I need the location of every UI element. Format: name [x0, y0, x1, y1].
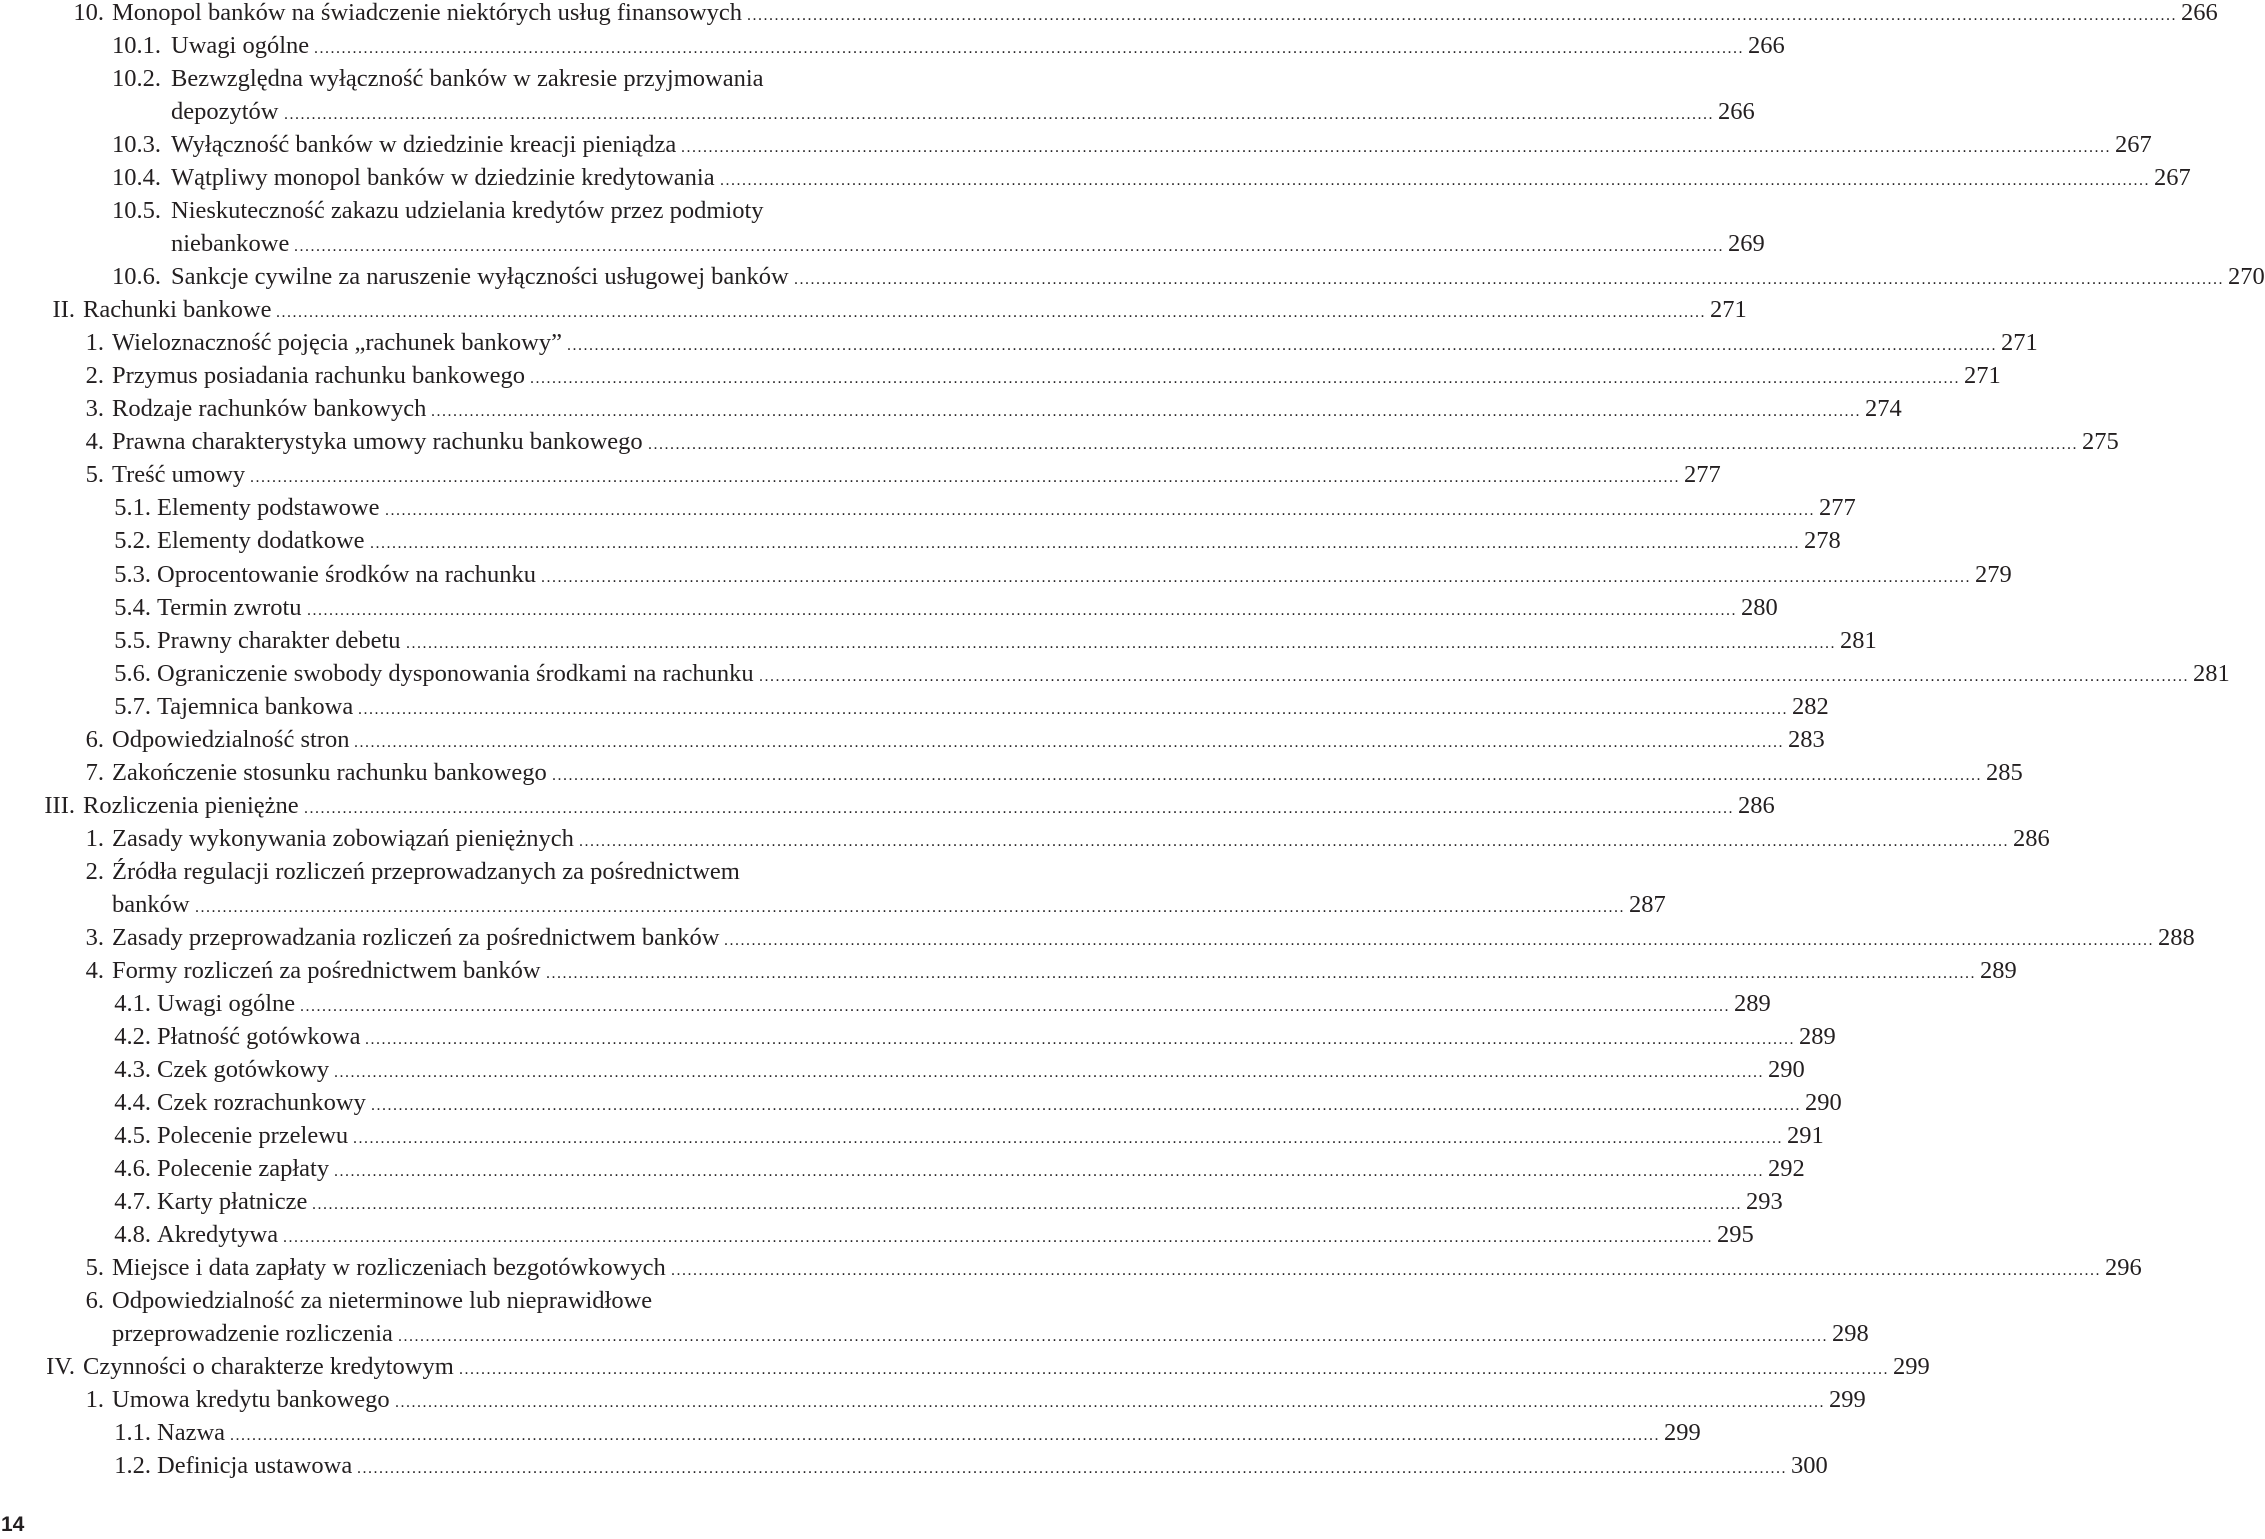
dot-leader: ....................................................................................................................................................................................................................................................................: [552, 766, 1982, 784]
entry-title: Uwagi ogólne: [171, 32, 310, 60]
entry-title: Akredytywa: [157, 1221, 279, 1249]
toc-entry[interactable]: [0, 458, 1721, 491]
entry-number: 1.2.: [114, 1452, 151, 1480]
entry-page-number: 289: [1799, 1022, 1836, 1050]
dot-leader: ....................................................................................................................................................................................................................................................................: [371, 1096, 1801, 1114]
entry-page-number: 277: [1819, 494, 1856, 522]
toc-entry[interactable]: [0, 1416, 1701, 1449]
dot-leader: ....................................................................................................................................................................................................................................................................: [579, 832, 2009, 850]
entry-page-number: 266: [1718, 98, 1755, 126]
dot-leader: ....................................................................................................................................................................................................................................................................: [283, 1229, 1713, 1247]
entry-title: Zakończenie stosunku rachunku bankowego: [112, 758, 547, 786]
toc-entry[interactable]: [0, 293, 1747, 326]
leader-and-page: [309, 1185, 1783, 1221]
toc-entry[interactable]: [0, 359, 2001, 392]
entry-number: 10.6.: [112, 263, 161, 291]
toc-entry[interactable]: [0, 690, 1829, 723]
entry-page-number: 289: [1734, 989, 1771, 1017]
leader-and-page: [645, 425, 2119, 461]
dot-leader: ....................................................................................................................................................................................................................................................................: [648, 436, 2078, 454]
entry-title: Sankcje cywilne za naruszenie wyłączności usługowej banków: [171, 263, 789, 291]
entry-number: 6.: [85, 1287, 104, 1315]
dot-leader: ....................................................................................................................................................................................................................................................................: [794, 271, 2224, 289]
toc-entry-continuation[interactable]: [0, 227, 1765, 260]
leader-and-page: [351, 723, 1825, 759]
toc-entry[interactable]: [0, 657, 2230, 690]
entry-title: Źródła regulacji rozliczeń przeprowadzanych za pośrednictwem: [112, 857, 740, 885]
leader-and-page: [297, 987, 1771, 1023]
toc-entry[interactable]: [0, 1119, 1824, 1152]
entry-title: Prawna charakterystyka umowy rachunku bankowego: [112, 428, 643, 456]
entry-number: 4.4.: [114, 1088, 151, 1116]
entry-page-number: 271: [2001, 329, 2038, 357]
entry-number: 2.: [85, 857, 104, 885]
leader-and-page: [301, 789, 1775, 825]
entry-title: Miejsce i data zapłaty w rozliczeniach bezgotówkowych: [112, 1254, 666, 1282]
leader-and-page: [538, 558, 2012, 594]
entry-title: Płatność gotówkowa: [157, 1022, 361, 1050]
dot-leader: ....................................................................................................................................................................................................................................................................: [307, 601, 1737, 619]
dot-leader: ....................................................................................................................................................................................................................................................................: [358, 700, 1788, 718]
entry-number: 10.1.: [112, 32, 161, 60]
dot-leader: ....................................................................................................................................................................................................................................................................: [365, 1030, 1795, 1048]
leader-and-page: [403, 624, 1877, 660]
dot-leader: ....................................................................................................................................................................................................................................................................: [385, 502, 1815, 520]
entry-page-number: 290: [1805, 1088, 1842, 1116]
entry-page-number: 299: [1893, 1353, 1930, 1381]
dot-leader: ....................................................................................................................................................................................................................................................................: [370, 535, 1800, 553]
dot-leader: ....................................................................................................................................................................................................................................................................: [747, 7, 2177, 24]
entry-page-number: 299: [1829, 1386, 1866, 1414]
entry-title: Wieloznaczność pojęcia „rachunek bankowy”: [112, 329, 562, 357]
dot-leader: ....................................................................................................................................................................................................................................................................: [284, 106, 1714, 124]
entry-page-number: 290: [1768, 1055, 1805, 1083]
toc-entry[interactable]: [0, 954, 2017, 987]
leader-and-page: [668, 1251, 2142, 1287]
dot-leader: ....................................................................................................................................................................................................................................................................: [300, 997, 1730, 1015]
toc-entry[interactable]: [0, 524, 1841, 557]
toc-entry[interactable]: [0, 624, 1877, 657]
dot-leader: ....................................................................................................................................................................................................................................................................: [276, 304, 1706, 322]
entry-number: 10.2.: [112, 65, 161, 93]
dot-leader: ....................................................................................................................................................................................................................................................................: [230, 1427, 1660, 1445]
dot-leader: ....................................................................................................................................................................................................................................................................: [334, 1163, 1764, 1181]
dot-leader: ....................................................................................................................................................................................................................................................................: [304, 799, 1734, 817]
toc-entry[interactable]: [0, 128, 2152, 161]
toc-entry[interactable]: [0, 1152, 1805, 1185]
entry-number: 10.3.: [112, 131, 161, 159]
entry-page-number: 281: [2193, 659, 2230, 687]
entry-title-continuation: depozytów: [171, 98, 279, 126]
entry-page-number: 291: [1787, 1122, 1824, 1150]
entry-title: Bezwzględna wyłączność banków w zakresie przyjmowania: [171, 65, 764, 93]
leader-and-page: [331, 1053, 1805, 1089]
dot-leader: ....................................................................................................................................................................................................................................................................: [353, 1130, 1783, 1148]
leader-and-page: [227, 1416, 1701, 1452]
entry-number: 3.: [85, 395, 104, 423]
leader-and-page: [280, 1218, 1754, 1254]
entry-page-number: 298: [1832, 1320, 1869, 1348]
entry-page-number: 277: [1684, 461, 1721, 489]
leader-and-page: [744, 0, 2218, 32]
toc-entry[interactable]: [0, 855, 960, 888]
toc-entry[interactable]: [0, 29, 1785, 62]
entry-page-number: 271: [1710, 296, 1747, 324]
entry-number: 10.4.: [112, 164, 161, 192]
toc-entry[interactable]: [0, 1449, 1828, 1482]
toc-entry[interactable]: [0, 1350, 1930, 1383]
entry-number: 4.: [85, 956, 104, 984]
leader-and-page: [281, 95, 1755, 131]
entry-page-number: 281: [1840, 626, 1877, 654]
leader-and-page: [304, 591, 1778, 627]
toc-entry[interactable]: [0, 1185, 1783, 1218]
entry-title: Rodzaje rachunków bankowych: [112, 395, 427, 423]
dot-leader: ....................................................................................................................................................................................................................................................................: [314, 40, 1744, 58]
leader-and-page: [367, 524, 1841, 560]
toc-entry[interactable]: [0, 1053, 1805, 1086]
entry-title: Uwagi ogólne: [157, 989, 296, 1017]
entry-title: Nazwa: [157, 1419, 226, 1447]
entry-title: Termin zwrotu: [157, 593, 302, 621]
entry-title: Czynności o charakterze kredytowym: [83, 1353, 454, 1381]
entry-page-number: 287: [1629, 890, 1666, 918]
entry-number: 4.1.: [114, 989, 151, 1017]
entry-number: 6.: [85, 725, 104, 753]
entry-page-number: 283: [1788, 725, 1825, 753]
entry-page-number: 299: [1664, 1419, 1701, 1447]
entry-title: Oprocentowanie środków na rachunku: [157, 560, 536, 588]
leader-and-page: [392, 1383, 1866, 1419]
toc-entry[interactable]: [0, 194, 960, 227]
entry-title: Formy rozliczeń za pośrednictwem banków: [112, 956, 541, 984]
entry-page-number: 295: [1717, 1221, 1754, 1249]
dot-leader: ....................................................................................................................................................................................................................................................................: [357, 1460, 1787, 1478]
entry-title: Zasady przeprowadzania rozliczeń za pośrednictwem banków: [112, 923, 720, 951]
toc-entry[interactable]: [0, 1218, 1754, 1251]
entry-number: 4.3.: [114, 1055, 151, 1083]
entry-title-continuation: banków: [112, 890, 190, 918]
toc-entry[interactable]: [0, 0, 2218, 29]
leader-and-page: [564, 326, 2038, 362]
toc-entry[interactable]: [0, 62, 960, 95]
page-number: 14: [1, 1513, 25, 1536]
dot-leader: ....................................................................................................................................................................................................................................................................: [431, 403, 1861, 421]
leader-and-page: [354, 1449, 1828, 1485]
entry-title: Ograniczenie swobody dysponowania środkami na rachunku: [157, 659, 754, 687]
entry-title: Karty płatnicze: [157, 1188, 308, 1216]
toc-entry[interactable]: [0, 260, 2265, 293]
entry-number: II.: [52, 296, 75, 324]
dot-leader: ....................................................................................................................................................................................................................................................................: [759, 667, 2189, 685]
entry-page-number: 296: [2105, 1254, 2142, 1282]
entry-number: 5.5.: [114, 626, 151, 654]
entry-number: 4.6.: [114, 1155, 151, 1183]
toc-entry[interactable]: [0, 789, 1775, 822]
entry-number: 1.: [85, 824, 104, 852]
entry-page-number: 293: [1746, 1188, 1783, 1216]
entry-page-number: 267: [2154, 164, 2191, 192]
leader-and-page: [331, 1152, 1805, 1188]
leader-and-page: [543, 954, 2017, 990]
entry-page-number: 279: [1975, 560, 2012, 588]
entry-number: 5.6.: [114, 659, 151, 687]
dot-leader: ....................................................................................................................................................................................................................................................................: [567, 337, 1997, 355]
toc-entry[interactable]: [0, 558, 2012, 591]
entry-title: Przymus posiadania rachunku bankowego: [112, 362, 525, 390]
entry-title: Nieskuteczność zakazu udzielania kredytów przez podmioty: [171, 197, 764, 225]
leader-and-page: [247, 458, 1721, 494]
dot-leader: ....................................................................................................................................................................................................................................................................: [398, 1328, 1828, 1346]
leader-and-page: [350, 1119, 1824, 1155]
entry-title: Czek rozrachunkowy: [157, 1088, 366, 1116]
leader-and-page: [395, 1317, 1869, 1353]
entry-title: Prawny charakter debetu: [157, 626, 401, 654]
dot-leader: ....................................................................................................................................................................................................................................................................: [395, 1394, 1825, 1412]
entry-number: 1.: [85, 1386, 104, 1414]
toc-entry[interactable]: [0, 1284, 960, 1317]
entry-title: Treść umowy: [112, 461, 246, 489]
leader-and-page: [721, 921, 2195, 957]
dot-leader: ....................................................................................................................................................................................................................................................................: [724, 931, 2154, 949]
leader-and-page: [192, 888, 1666, 924]
toc-entry[interactable]: [0, 491, 1856, 524]
entry-title: Definicja ustawowa: [157, 1452, 353, 1480]
entry-number: 2.: [85, 362, 104, 390]
toc-entry[interactable]: [0, 921, 2195, 954]
leader-and-page: [382, 491, 1856, 527]
entry-page-number: 285: [1986, 758, 2023, 786]
dot-leader: ....................................................................................................................................................................................................................................................................: [312, 1196, 1742, 1214]
entry-page-number: 289: [1980, 956, 2017, 984]
leader-and-page: [576, 822, 2050, 858]
entry-page-number: 269: [1728, 230, 1765, 258]
entry-page-number: 266: [1748, 32, 1785, 60]
entry-title: Wątpliwy monopol banków w dziedzinie kredytowania: [171, 164, 715, 192]
entry-title: Zasady wykonywania zobowiązań pieniężnych: [112, 824, 574, 852]
leader-and-page: [527, 359, 2001, 395]
dot-leader: ....................................................................................................................................................................................................................................................................: [459, 1361, 1889, 1379]
dot-leader: ....................................................................................................................................................................................................................................................................: [334, 1063, 1764, 1081]
toc-entry[interactable]: [0, 392, 1902, 425]
dot-leader: ....................................................................................................................................................................................................................................................................: [294, 238, 1724, 256]
leader-and-page: [678, 128, 2152, 164]
dot-leader: ....................................................................................................................................................................................................................................................................: [546, 964, 1976, 982]
entry-number: 5.: [85, 461, 104, 489]
dot-leader: ....................................................................................................................................................................................................................................................................: [530, 370, 1960, 388]
leader-and-page: [456, 1350, 1930, 1386]
leader-and-page: [273, 293, 1747, 329]
toc-entry[interactable]: [0, 425, 2119, 458]
entry-title: Rachunki bankowe: [83, 296, 272, 324]
entry-number: IV.: [46, 1353, 75, 1381]
dot-leader: ....................................................................................................................................................................................................................................................................: [406, 634, 1836, 652]
toc-entry[interactable]: [0, 161, 2191, 194]
entry-page-number: 286: [2013, 824, 2050, 852]
toc-entry[interactable]: [0, 326, 2038, 359]
entry-number: 7.: [85, 758, 104, 786]
entry-page-number: 271: [1964, 362, 2001, 390]
entry-page-number: 278: [1804, 527, 1841, 555]
entry-title: Polecenie przelewu: [157, 1122, 349, 1150]
entry-page-number: 300: [1791, 1452, 1828, 1480]
leader-and-page: [291, 227, 1765, 263]
entry-number: 10.5.: [112, 197, 161, 225]
toc-entry-continuation[interactable]: [0, 888, 1666, 921]
toc-entry-continuation[interactable]: [0, 95, 1755, 128]
entry-title: Elementy podstawowe: [157, 494, 380, 522]
toc-entry[interactable]: [0, 1020, 1836, 1053]
entry-number: 5.1.: [114, 494, 151, 522]
dot-leader: ....................................................................................................................................................................................................................................................................: [541, 568, 1971, 586]
entry-page-number: 288: [2158, 923, 2195, 951]
entry-title: Tajemnica bankowa: [157, 692, 354, 720]
leader-and-page: [362, 1020, 1836, 1056]
entry-title: Elementy dodatkowe: [157, 527, 365, 555]
leader-and-page: [368, 1086, 1842, 1122]
entry-title-continuation: niebankowe: [171, 230, 290, 258]
dot-leader: ....................................................................................................................................................................................................................................................................: [720, 172, 2150, 190]
entry-page-number: 292: [1768, 1155, 1805, 1183]
entry-number: 10.: [73, 0, 104, 26]
entry-page-number: 267: [2115, 131, 2152, 159]
entry-title: Umowa kredytu bankowego: [112, 1386, 390, 1414]
dot-leader: ....................................................................................................................................................................................................................................................................: [354, 733, 1784, 751]
toc-entry-continuation[interactable]: [0, 1317, 1869, 1350]
entry-page-number: 275: [2082, 428, 2119, 456]
entry-number: 4.2.: [114, 1022, 151, 1050]
entry-number: 1.: [85, 329, 104, 357]
entry-title: Rozliczenia pieniężne: [83, 791, 299, 819]
leader-and-page: [428, 392, 1902, 428]
entry-title: Monopol banków na świadczenie niektórych usług finansowych: [112, 0, 743, 26]
entry-number: 4.5.: [114, 1122, 151, 1150]
entry-title-continuation: przeprowadzenie rozliczenia: [112, 1320, 393, 1348]
entry-title: Wyłączność banków w dziedzinie kreacji pieniądza: [171, 131, 677, 159]
entry-title: Odpowiedzialność stron: [112, 725, 350, 753]
entry-number: 5.4.: [114, 593, 151, 621]
leader-and-page: [355, 690, 1829, 726]
entry-page-number: 270: [2228, 263, 2265, 291]
entry-number: 4.: [85, 428, 104, 456]
entry-number: 1.1.: [114, 1419, 151, 1447]
leader-and-page: [549, 756, 2023, 792]
entry-page-number: 282: [1792, 692, 1829, 720]
toc-entry[interactable]: [0, 1086, 1842, 1119]
entry-title: Odpowiedzialność za nieterminowe lub nieprawidłowe: [112, 1287, 653, 1315]
entry-number: III.: [44, 791, 75, 819]
entry-page-number: 280: [1741, 593, 1778, 621]
leader-and-page: [717, 161, 2191, 197]
entry-number: 3.: [85, 923, 104, 951]
entry-title: Polecenie zapłaty: [157, 1155, 330, 1183]
entry-page-number: 266: [2181, 0, 2218, 26]
entry-number: 5.2.: [114, 527, 151, 555]
toc-entry[interactable]: [0, 987, 1771, 1020]
entry-number: 4.8.: [114, 1221, 151, 1249]
entry-number: 5.7.: [114, 692, 151, 720]
entry-page-number: 286: [1738, 791, 1775, 819]
toc-entry[interactable]: [0, 822, 2050, 855]
dot-leader: ....................................................................................................................................................................................................................................................................: [671, 1262, 2101, 1280]
toc-entry[interactable]: [0, 591, 1778, 624]
toc-entry[interactable]: [0, 723, 1825, 756]
leader-and-page: [756, 657, 2230, 693]
leader-and-page: [791, 260, 2265, 296]
toc-entry[interactable]: [0, 1383, 1866, 1416]
entry-page-number: 274: [1865, 395, 1902, 423]
entry-number: 5.3.: [114, 560, 151, 588]
dot-leader: ....................................................................................................................................................................................................................................................................: [681, 139, 2111, 157]
toc-entry[interactable]: [0, 756, 2023, 789]
toc-entry[interactable]: [0, 1251, 2142, 1284]
dot-leader: ....................................................................................................................................................................................................................................................................: [195, 898, 1625, 916]
dot-leader: ....................................................................................................................................................................................................................................................................: [250, 469, 1680, 487]
entry-title: Czek gotówkowy: [157, 1055, 330, 1083]
leader-and-page: [311, 29, 1785, 65]
entry-number: 4.7.: [114, 1188, 151, 1216]
entry-number: 5.: [85, 1254, 104, 1282]
